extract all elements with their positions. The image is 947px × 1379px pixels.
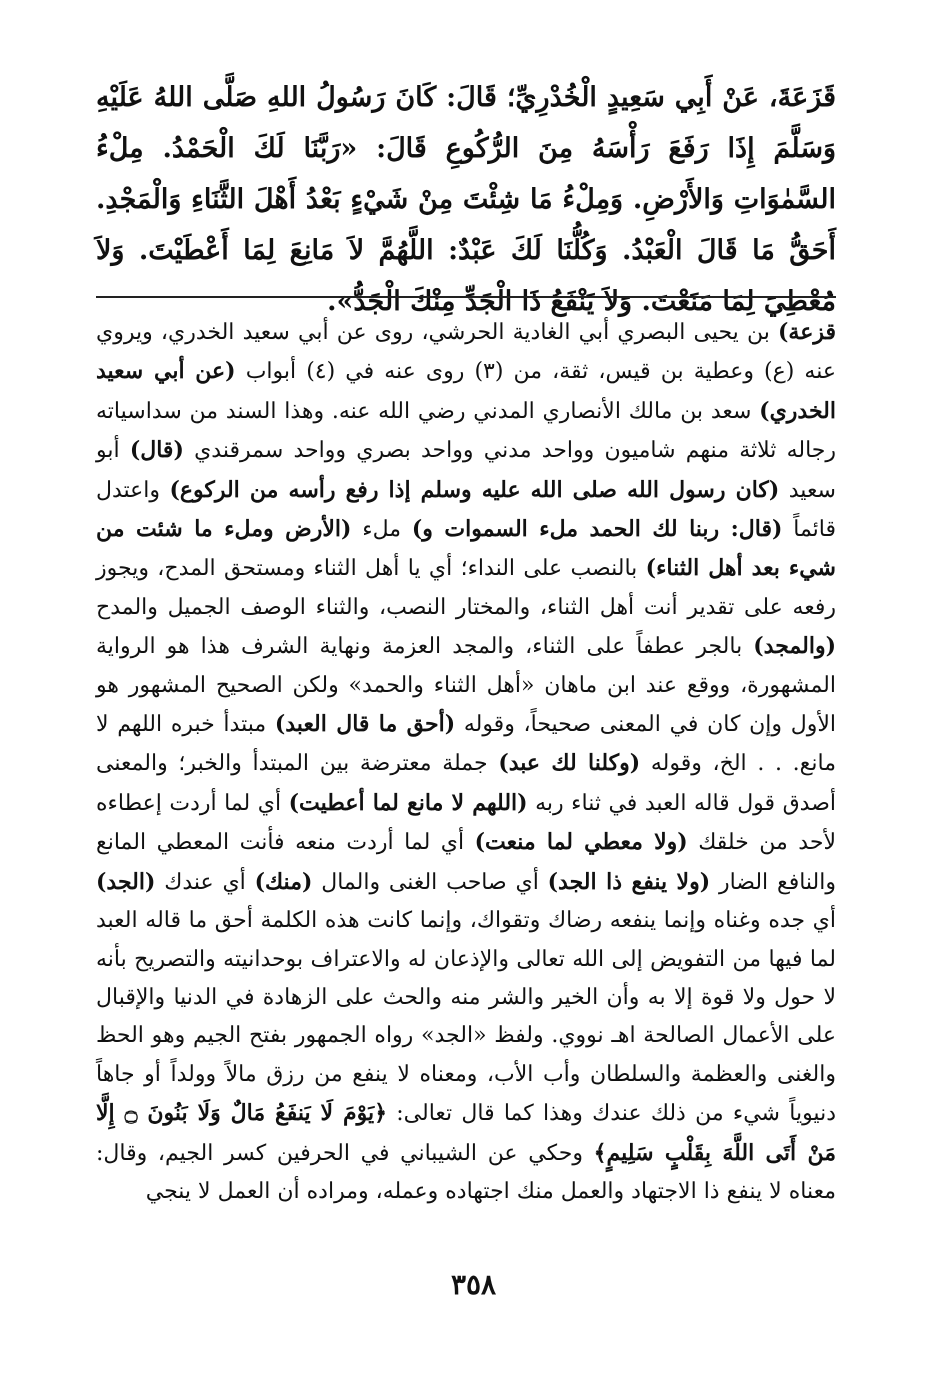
- commentary-text: [96, 313, 836, 1211]
- page-body: [96, 60, 836, 327]
- commentary-segment: (ولا ينفع ذا الجد): [547, 868, 711, 895]
- commentary-segment: (وكلنا لك عبد): [498, 750, 641, 777]
- commentary-segment: وحكي عن الشيباني في الحرفين كسر الجيم، وقال: معناه لا ينفع ذا الاجتهاد والعمل منك اجتهاده وعمله، ومراده أن العمل لا ينجي: [96, 1140, 836, 1204]
- commentary-segment: ملء: [351, 517, 412, 543]
- commentary-segment: (عن أبي سعيد الخدري): [96, 358, 836, 424]
- commentary-segment: (أحق ما قال العبد): [274, 711, 456, 738]
- commentary-segment: (اللهم لا مانع لما أعطيت): [288, 789, 528, 816]
- commentary-segment: بالنصب على النداء؛ أي يا أهل الثناء ومستحق المدح، ويجوز رفعه على تقدير أنت أهل الثناء، والمختار النصب، والثناء الوصف الجميل والمدح: [96, 556, 836, 620]
- commentary-segment: ﴿يَوْمَ لَا يَنفَعُ مَالٌ وَلَا بَنُونَ ۝ إِلَّا مَنْ أَتَى اللَّهَ بِقَلْبٍ سَلِيمٍ﴾: [96, 1100, 836, 1166]
- commentary-segment: سعد بن مالك الأنصاري المدني رضي الله عنه. وهذا السند من سداسياته رجاله ثلاثة منهم شاميون وواحد مدني وواحد بصري وواحد سمرقندي: [96, 398, 837, 464]
- commentary-segment: (الأرض وملء ما شئت من شيء بعد أهل الثناء): [96, 516, 836, 582]
- commentary-segment: (قال): [129, 437, 184, 464]
- hadith-text: قَزَعَةَ، عَنْ أَبِي سَعِيدٍ الْخُدْرِيِّ؛ قَالَ: كَانَ رَسُولُ اللهِ صَلَّى اللهُ عَلَيْهِ وَسَلَّمَ إِذَا رَفَعَ رَأْسَهُ مِنَ الرُّكُوعِ قَالَ: «رَبَّنَا لَكَ الْحَمْدُ. مِلْءُ السَّمٰوَاتِ وَالأَرْضِ. وَمِلْءُ مَا شِئْتَ مِنْ شَيْءٍ بَعْدُ أَهْلَ الثَّنَاءِ وَالْمَجْدِ. أَحَقُّ مَا قَالَ الْعَبْدُ. وَكُلُّنَا لَكَ عَبْدٌ: اللَّهُمَّ لاَ مَانِعَ لِمَا أَعْطَيْتَ. وَلاَ مُعْطِيَ لِمَا مَنَعْتَ. وَلاَ يَنْفَعُ ذَا الْجَدِّ مِنْكَ الْجَدُّ».: [96, 82, 836, 317]
- commentary-segment: بن يحيى البصري أبي الغادية الحرشي، روى عن أبي سعيد الخدري، ويروي عنه (ع) وعطية بن قيس، ثقة، من (٣) روى عنه في (٤) أبواب: [96, 320, 836, 385]
- page-number: ٣٥٨: [450, 1268, 497, 1301]
- commentary-segment: أي جده وغناه وإنما ينفعه رضاك وتقواك، وإنما كانت هذه الكلمة أحق ما قاله العبد لما فيها من التفويض إلى الله تعالى والإذعان له والاعتراف بوحدانيته والتصريح بأنه لا حول ولا قوة إلا به وأن الخير والشر منه والحث على الزهادة في الدنيا والإقبال على الأعمال الصالحة اهـ نووي. ولفظ «الجد» رواه الجمهور بفتح الجيم وهو الحظ والغنى والعظمة والسلطان وأب الأب، ومعناه لا ينفع من رزق مالاً وولداً أو جاهاً دنيوياً شيء من ذلك عندك وهذا كما قال تعالى:: [96, 908, 836, 1127]
- commentary-segment: (منك): [254, 868, 313, 895]
- commentary-segment: (والمجد): [753, 633, 836, 660]
- commentary-segment: بالجر عطفاً على الثناء، والمجد العزمة ونهاية الشرف هذا هو الرواية المشهورة، ووقع عند ابن ماهان «أهل الثناء والحمد» ولكن الصحيح المشهور هو الأول وإن كان في المعنى صحيحاً، وقوله: [96, 634, 836, 738]
- commentary-segment: أي عندك: [155, 869, 255, 895]
- commentary-segment: واعتدل قائماً: [96, 477, 837, 543]
- commentary-segment: (ولا معطي لما منعت): [474, 829, 688, 856]
- commentary-segment: جملة معترضة بين المبتدأ والخبر؛ والمعنى أصدق قول قاله العبد في ثناء ربه: [96, 751, 836, 816]
- commentary-segment: أبو سعيد: [96, 438, 836, 503]
- commentary-segment: (قال: ربنا لك الحمد ملء السموات و): [411, 516, 783, 543]
- commentary-segment: أي لما أردت منعه فأنت المعطي المانع والنافع الضار: [96, 830, 836, 895]
- commentary-segment: (كان رسول الله صلى الله عليه وسلم إذا رفع رأسه من الركوع): [169, 476, 780, 503]
- commentary-segment: مبتدأ خبره اللهم لا مانع. . . الخ، وقوله: [96, 712, 836, 777]
- commentary-segment: أي لما أردت إعطاءه لأحد من خلقك: [96, 790, 837, 856]
- commentary-segment: قزعة): [778, 319, 836, 345]
- commentary-segment: أي صاحب الغنى والمال: [312, 869, 548, 895]
- footnote-divider: [96, 296, 836, 298]
- commentary-segment: (الجد): [96, 868, 156, 895]
